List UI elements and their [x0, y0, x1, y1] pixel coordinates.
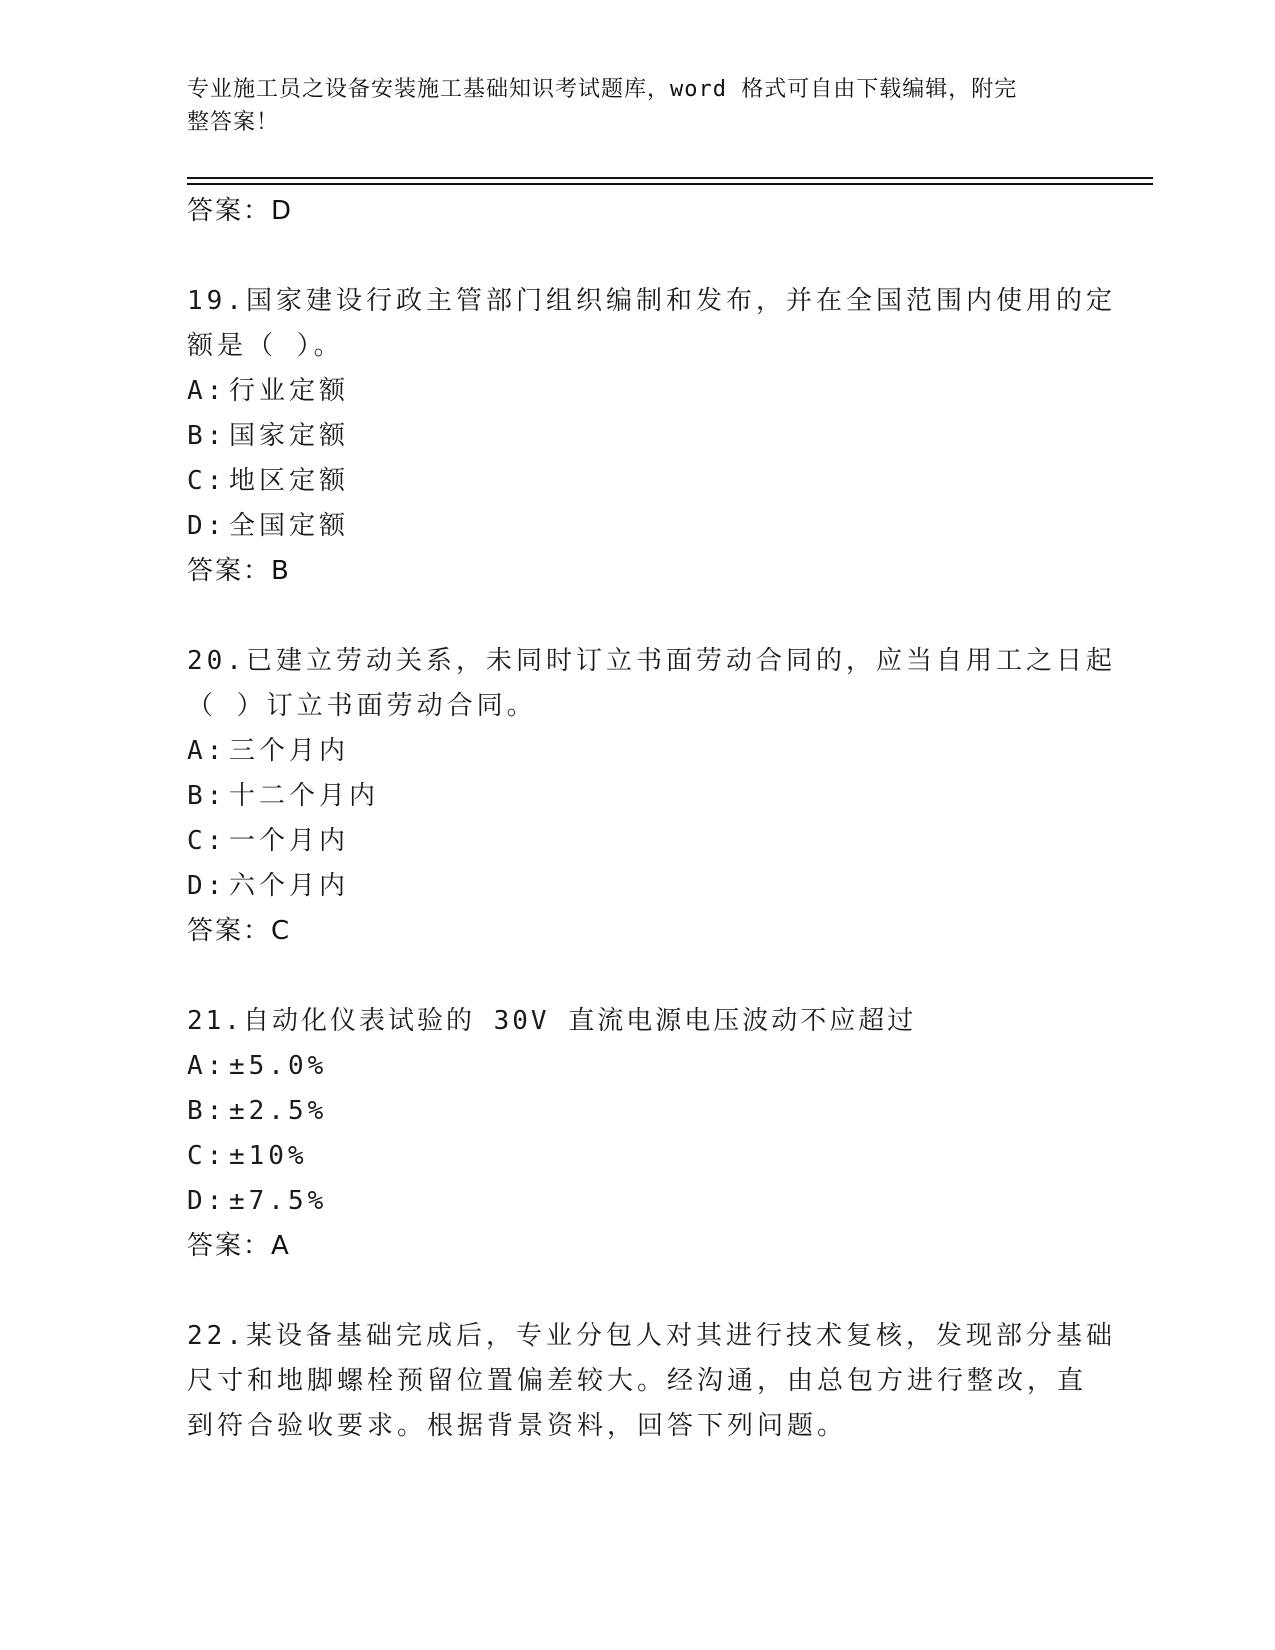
- answer-line: 答案：C: [187, 916, 292, 946]
- stem-line: 21.自动化仪表试验的 30V 直流电源电压波动不应超过: [187, 1006, 917, 1036]
- option-letter: B:: [187, 1096, 227, 1126]
- stem-line: 20.已建立劳动关系，未同时订立书面劳动合同的，应当自用工之日起: [187, 646, 1116, 676]
- header-rule-top: [187, 177, 1153, 179]
- stem-line: 19.国家建设行政主管部门组织编制和发布，并在全国范围内使用的定: [187, 286, 1116, 316]
- option-text: 三个月内: [229, 736, 350, 766]
- header-rule-bottom: [187, 183, 1153, 185]
- question-stem: [187, 1314, 1116, 1449]
- header-line-2: 整答案！: [187, 110, 280, 135]
- option-letter: A:: [187, 376, 227, 406]
- option-letter: D:: [187, 871, 227, 901]
- option-text: 全国定额: [229, 511, 350, 541]
- option-letter: B:: [187, 421, 227, 451]
- option-text: ±10%: [229, 1141, 308, 1171]
- option-a: [187, 1044, 1087, 1089]
- option-a: [187, 369, 1087, 414]
- question-stem: [187, 639, 1116, 729]
- answer-line: 答案：B: [187, 556, 291, 586]
- option-letter: A:: [187, 1051, 227, 1081]
- option-d: [187, 1179, 1087, 1224]
- option-a: [187, 729, 1087, 774]
- option-d: [187, 864, 1087, 909]
- option-text: 六个月内: [229, 871, 350, 901]
- option-c: [187, 459, 1087, 504]
- stem-line: （ ）订立书面劳动合同。: [187, 691, 537, 721]
- option-d: [187, 504, 1087, 549]
- option-text: ±7.5%: [229, 1186, 328, 1216]
- option-b: [187, 1089, 1087, 1134]
- option-letter: D:: [187, 511, 227, 541]
- question-22: [187, 1314, 1116, 1449]
- answer-line: 答案：A: [187, 1231, 291, 1261]
- question-stem: [187, 279, 1116, 369]
- option-b: [187, 774, 1087, 819]
- option-text: 行业定额: [229, 376, 350, 406]
- option-b: [187, 414, 1087, 459]
- option-text: 一个月内: [229, 826, 350, 856]
- stem-line: 尺寸和地脚螺栓预留位置偏差较大。经沟通，由总包方进行整改，直: [187, 1366, 1088, 1396]
- option-text: 国家定额: [229, 421, 350, 451]
- option-text: ±5.0%: [229, 1051, 328, 1081]
- option-letter: C:: [187, 1141, 227, 1171]
- stem-line: 到符合验收要求。根据背景资料，回答下列问题。: [187, 1411, 848, 1441]
- prev-answer: 答案：D: [187, 196, 294, 226]
- option-letter: C:: [187, 466, 227, 496]
- stem-line: 额是（ ）。: [187, 331, 344, 361]
- page-header: [187, 73, 1067, 139]
- option-text: ±2.5%: [229, 1096, 328, 1126]
- option-letter: C:: [187, 826, 227, 856]
- question-list: [187, 189, 1116, 1449]
- question-21: [187, 999, 1087, 1269]
- option-c: [187, 1134, 1087, 1179]
- option-letter: B:: [187, 781, 227, 811]
- option-text: 地区定额: [229, 466, 350, 496]
- question-stem: [187, 999, 1087, 1044]
- option-letter: A:: [187, 736, 227, 766]
- option-c: [187, 819, 1087, 864]
- question-19: [187, 279, 1116, 594]
- question-20: [187, 639, 1116, 954]
- option-letter: D:: [187, 1186, 227, 1216]
- stem-line: 22.某设备基础完成后，专业分包人对其进行技术复核，发现部分基础: [187, 1321, 1116, 1351]
- header-line-1: 专业施工员之设备安装施工基础知识考试题库，word 格式可自由下载编辑，附完: [187, 77, 1018, 102]
- option-text: 十二个月内: [229, 781, 380, 811]
